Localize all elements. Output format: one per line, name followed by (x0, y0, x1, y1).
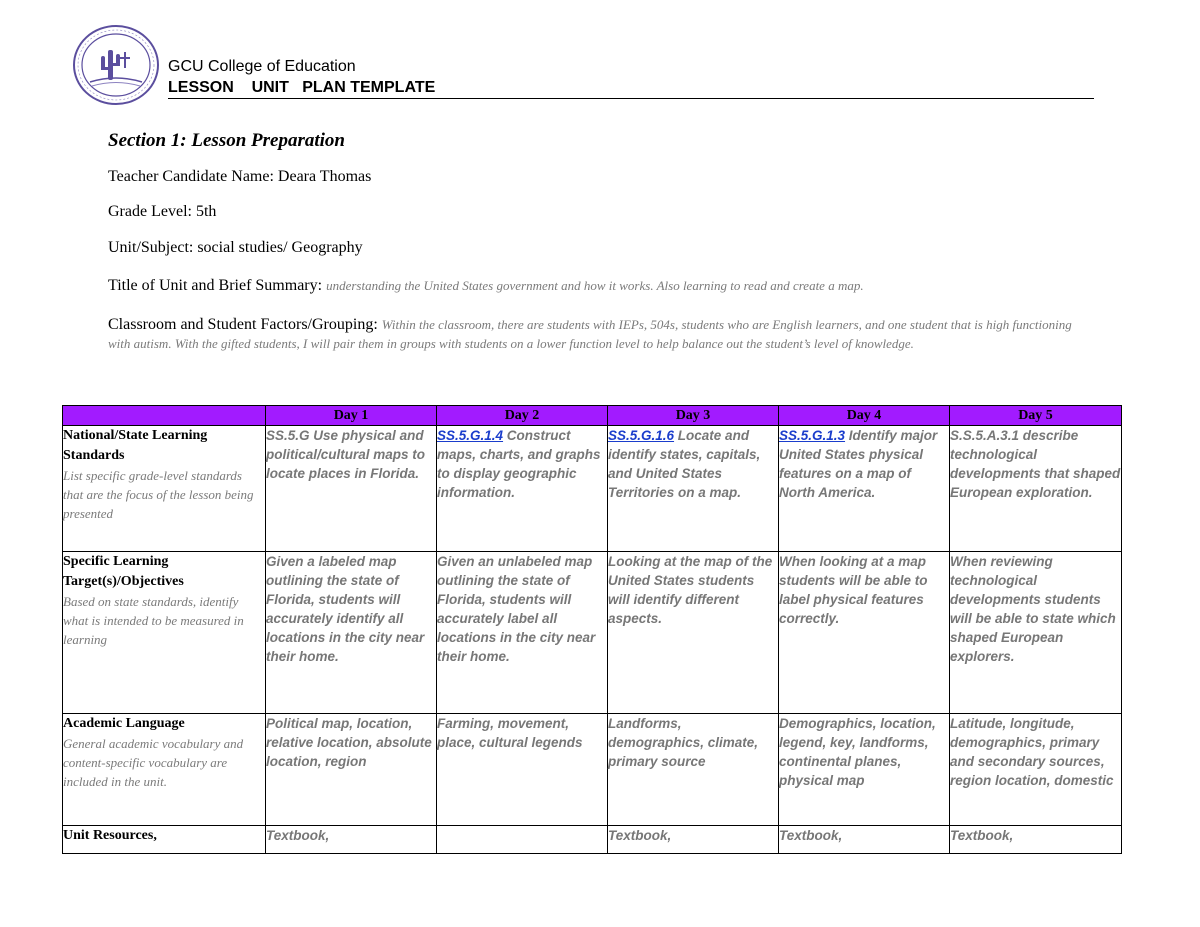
classroom-factors-label: Classroom and Student Factors/Grouping: (108, 316, 378, 333)
unit-subject-field (108, 239, 363, 257)
cell-text: Locate and identify states, capitals, and United States Territories on a map. (608, 428, 761, 500)
table-cell: Given a labeled map outlining the state of Florida, students will accurately identify all locations in the city near their home. (266, 552, 437, 714)
table-cell: Textbook, (266, 826, 437, 854)
grade-level-value: 5th (195, 203, 217, 220)
table-cell: Latitude, longitude, demographics, primary and secondary sources, region location, domestic (950, 714, 1122, 826)
table-cell: Given an unlabeled map outlining the state of Florida, students will accurately label all locations in the city near their home. (437, 552, 608, 714)
template-title: LESSON UNIT PLAN TEMPLATE (168, 79, 436, 96)
standard-code-link[interactable]: SS.5.G.1.4 (437, 428, 504, 443)
unit-subject-label: Unit/Subject: (108, 239, 194, 256)
unit-summary-value: understanding the United States government and how it works. Also learning to read and create a map. (326, 278, 864, 293)
classroom-factors-value: Within the classroom, there are students with IEPs, 504s, students who are English learners, and one student that is high functioning with autism. With the gifted students, I will pair them in groups with students on a lower function level to help balance out the student’s level of knowledge. (108, 317, 1072, 351)
day-header: Day 5 (950, 406, 1122, 426)
classroom-factors-field (108, 315, 1078, 353)
table-cell: Looking at the map of the United States students will identify different aspects. (608, 552, 779, 714)
table-cell: When looking at a map students will be able to label physical features correctly. (779, 552, 950, 714)
unit-plan-table (62, 405, 1122, 854)
table-cell: Farming, movement, place, cultural legends (437, 714, 608, 826)
row-title: Academic Language (63, 716, 185, 731)
day-header: Day 1 (266, 406, 437, 426)
day-header: Day 3 (608, 406, 779, 426)
teacher-name-label: Teacher Candidate Name: (108, 168, 274, 185)
standards-row (63, 426, 1122, 552)
row-label-cell (63, 826, 266, 854)
day-header: Day 4 (779, 406, 950, 426)
university-seal-icon (72, 24, 160, 106)
unit-resources-row (63, 826, 1122, 854)
row-title: Unit Resources, (63, 828, 157, 843)
table-cell: Textbook, (950, 826, 1122, 854)
table-cell: Textbook, (779, 826, 950, 854)
table-cell: Textbook, (608, 826, 779, 854)
section-title: Section 1: Lesson Preparation (108, 130, 345, 151)
objectives-row (63, 552, 1122, 714)
grade-level-label: Grade Level: (108, 203, 192, 220)
header-divider (168, 98, 1094, 99)
table-cell (950, 426, 1122, 552)
table-cell (437, 426, 608, 552)
table-cell: Demographics, location, legend, key, landforms, continental planes, physical map (779, 714, 950, 826)
table-cell (608, 426, 779, 552)
row-label-cell (63, 552, 266, 714)
cell-text: S.S.5.A.3.1 describe technological developments that shaped European exploration. (950, 428, 1121, 500)
table-cell: Landforms, demographics, climate, primary source (608, 714, 779, 826)
table-cell (779, 426, 950, 552)
row-label-cell (63, 714, 266, 826)
row-label-cell (63, 426, 266, 552)
row-description: General academic vocabulary and content-specific vocabulary are included in the unit. (63, 736, 244, 789)
standard-code-link[interactable]: SS.5.G.1.6 (608, 428, 675, 443)
table-cell (437, 826, 608, 854)
cell-text: Identify major United States physical features on a map of North America. (779, 428, 938, 500)
row-description: List specific grade-level standards that are the focus of the lesson being presented (63, 468, 254, 521)
table-cell: Political map, location, relative location, absolute location, region (266, 714, 437, 826)
college-name: GCU College of Education (168, 58, 356, 75)
cell-text: Construct maps, charts, and graphs to display geographic information. (437, 428, 601, 500)
row-title: National/State Learning Standards (63, 428, 208, 463)
standard-code-link[interactable]: SS.5.G.1.3 (779, 428, 846, 443)
row-title: Specific Learning Target(s)/Objectives (63, 554, 184, 589)
grade-level-field (108, 203, 216, 221)
unit-subject-value: social studies/ Geography (197, 239, 363, 256)
row-description: Based on state standards, identify what is intended to be measured in learning (63, 594, 244, 647)
teacher-name-value: Deara Thomas (277, 168, 372, 185)
cell-text: SS.5.G Use physical and political/cultural maps to locate places in Florida. (266, 428, 426, 481)
table-cell (266, 426, 437, 552)
day-header: Day 2 (437, 406, 608, 426)
unit-summary-field (108, 277, 864, 295)
unit-summary-label: Title of Unit and Brief Summary: (108, 277, 323, 294)
academic-language-row (63, 714, 1122, 826)
header-corner-cell (63, 406, 266, 426)
table-cell: When reviewing technological developments students will be able to state which shaped European explorers. (950, 552, 1122, 714)
table-header-row (63, 406, 1122, 426)
teacher-name-field (108, 168, 371, 186)
